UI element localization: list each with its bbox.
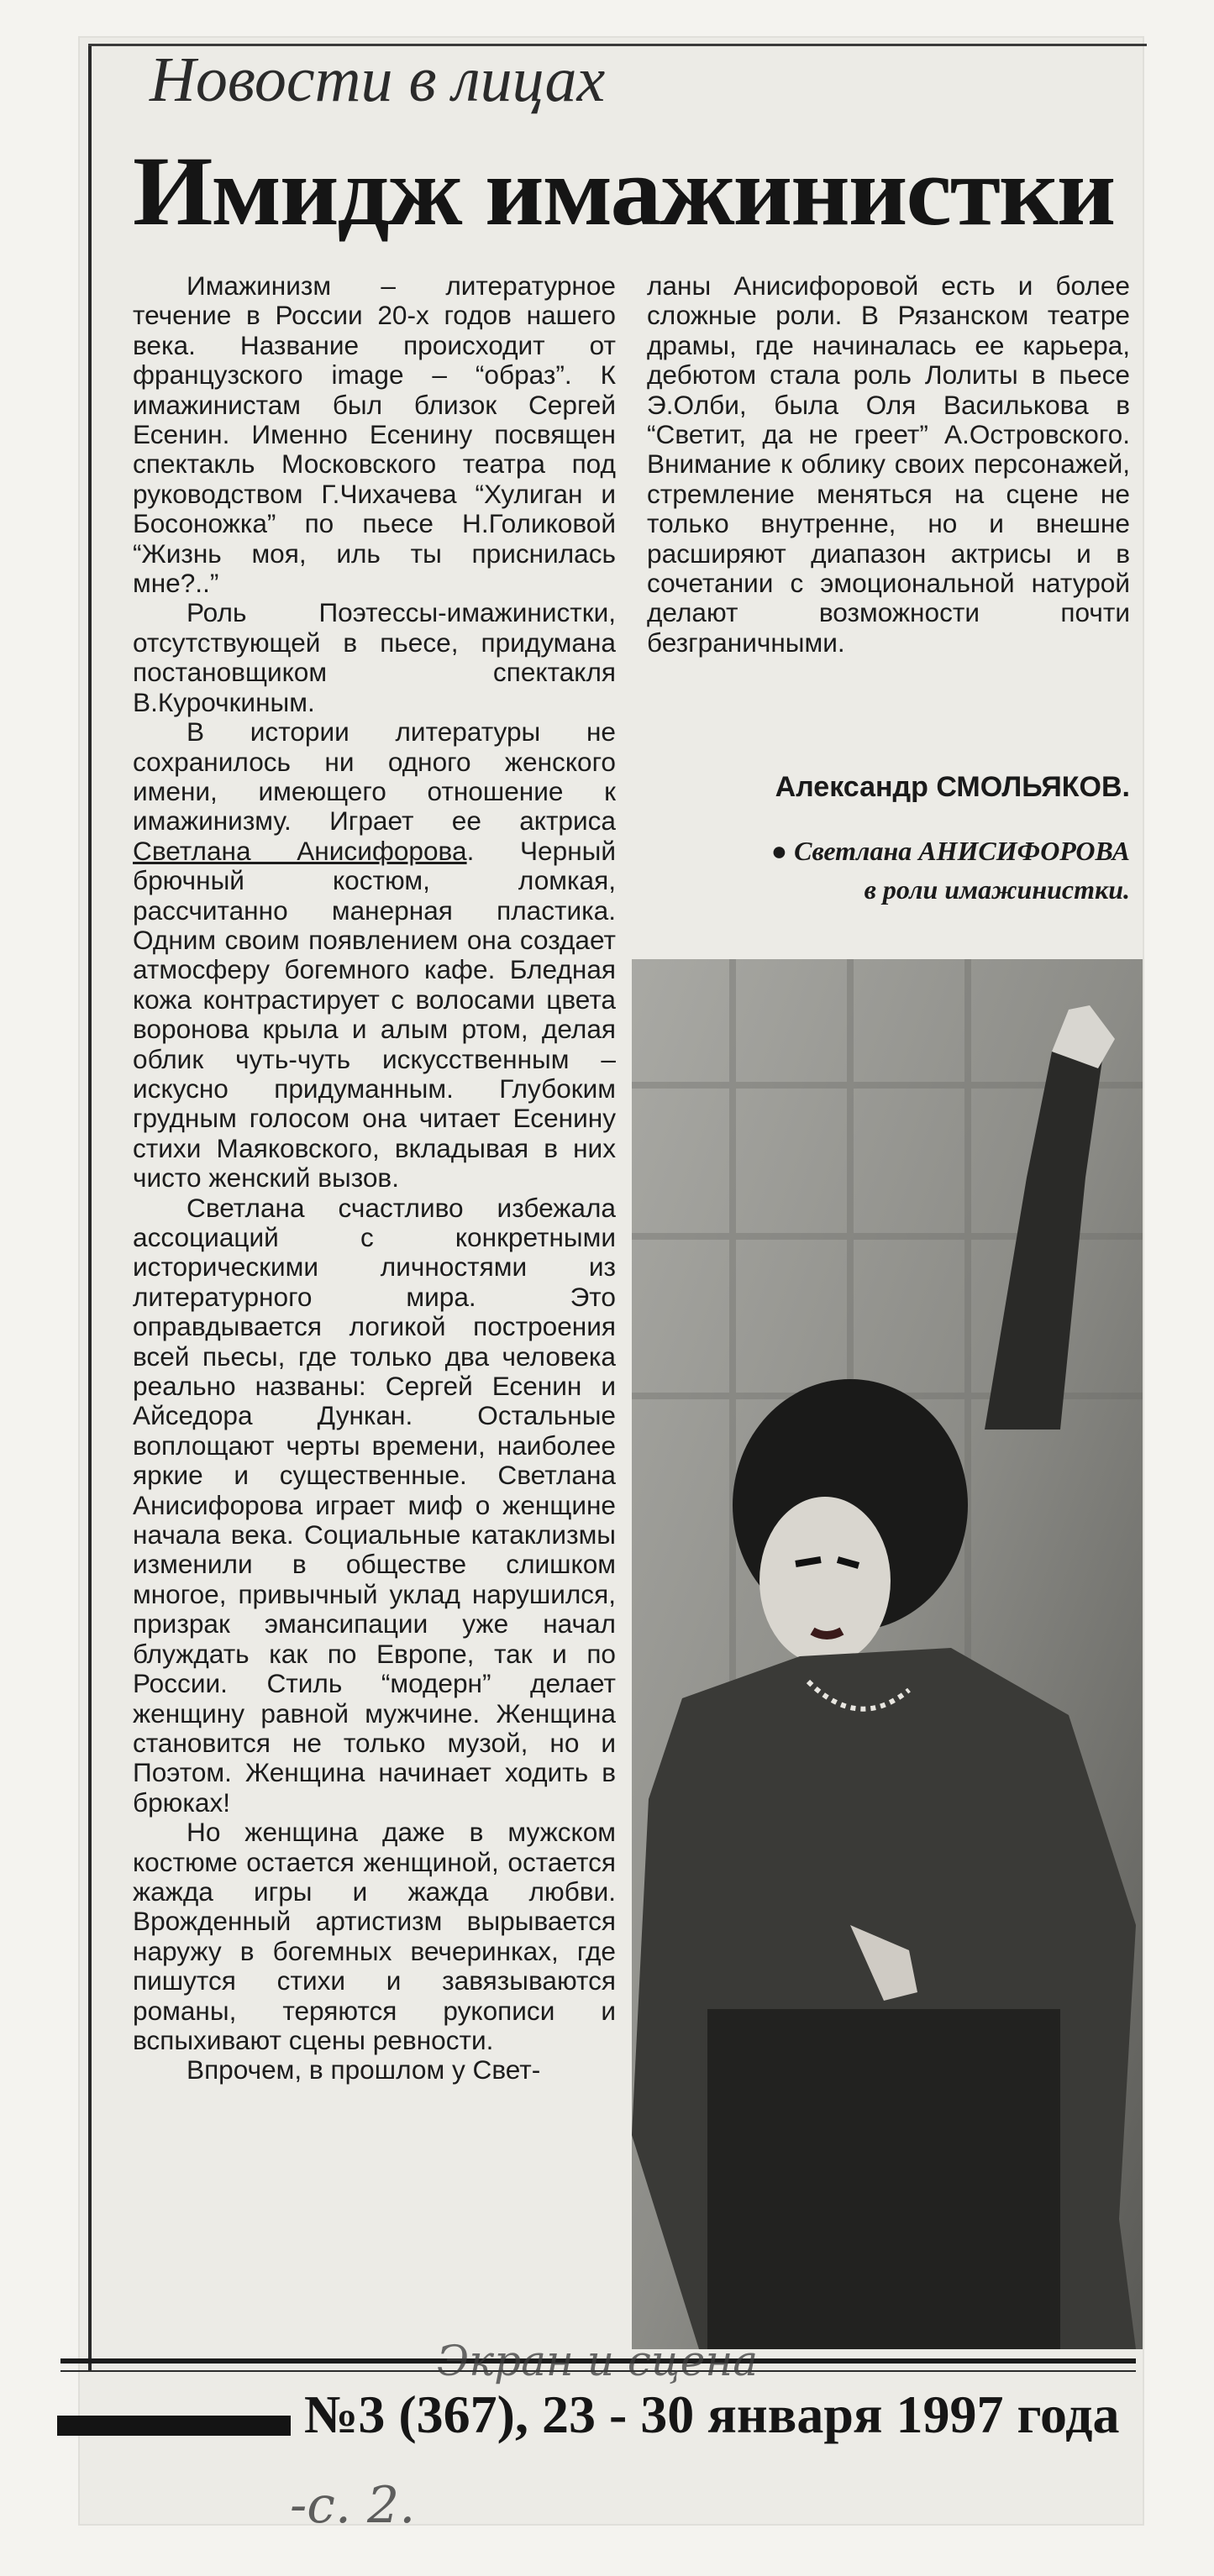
paragraph-1: Имажинизм – литературное течение в России 20-х годов нашего века. Название происходит от французского image – “образ”. К имажинистам был близок Сергей Есенин. Именно Есенину посвящен спектакль Московского театра под руководством Г.Чихачева “Хулиган и Босоножка” по пьесе Н.Голиковой “Жизнь моя, иль ты приснилась мне?..” — [133, 270, 616, 599]
handwritten-page-note: -с. 2. — [290, 2476, 416, 2535]
issue-date-line: №3 (367), 23 - 30 января 1997 года — [304, 2385, 1120, 2444]
paragraph-2: Роль Поэтессы-имажинистки, отсутствующей в пьесе, придумана постановщиком спектакля В.Курочкиным. — [133, 597, 616, 717]
paragraph-3-start: В истории литературы не сохранилось ни одного женского имени, имеющего отношение к имажинизму. Играет ее актриса — [133, 716, 616, 837]
author-byline: Александр СМОЛЬЯКОВ. — [775, 771, 1130, 803]
paragraph-6: Впрочем, в прошлом у Свет- — [187, 2054, 541, 2085]
actress-photo — [632, 959, 1143, 2349]
black-bar-decoration — [57, 2416, 291, 2436]
handwritten-source-note: Экран и сцена — [437, 2337, 759, 2385]
caption-line-2: в роли имажинистки. — [864, 874, 1130, 905]
paragraph-3-end: . Черный брючный костюм, ломкая, рассчитанно манерная пластика. Одним своим появлением она создает атмосферу богемного кафе. Бледная кожа контрастирует с волосами цвета воронова крыла и алым ртом, делая облик чуть-чуть искусственным – искусно придуманным. Глубоким грудным голосом она читает Есенину стихи Маяковского, вкладывая в них чисто женский вызов. — [133, 835, 617, 1194]
rubric-heading: Новости в лицах — [150, 45, 606, 115]
caption-name: Светлана АНИСИФОРОВА — [794, 836, 1130, 866]
frame-left-rule — [88, 44, 92, 2370]
photo-caption — [647, 832, 1130, 909]
article-column-left — [133, 271, 616, 2316]
paragraph-continuation: ланы Анисифоровой есть и более сложные роли. В Рязанском театре драмы, где начиналась ее карьера, дебютом стала роль Лолиты в пьесе Э.Олби, была Оля Василькова в “Светит, да не греет” А.Островского. Внимание к облику своих персонажей, стремление меняться на сцене не только внутренне, но и внешне расширяют диапазон актрисы и в сочетании с эмоциональной натурой делают возможности почти безграничными. — [647, 270, 1130, 658]
article-title: Имидж имажинистки — [133, 136, 1115, 246]
paragraph-5: Но женщина даже в мужском костюме остается женщиной, остается жажда игры и жажда любви. Врожденный артистизм вырывается наружу в богемных вечеринках, где пишутся стихи и завязываются романы, теряются рукописи и вспыхивают сцены ревности. — [133, 1817, 616, 2055]
actress-photo-illustration — [632, 959, 1143, 2349]
article-column-right — [647, 271, 1130, 658]
actress-name-underlined: Светлана Анисифорова — [133, 835, 467, 866]
paragraph-3 — [133, 717, 616, 1194]
paragraph-4: Светлана счастливо избежала ассоциаций с конкретными историческими личностями из литературного мира. Это оправдывается логикой построения всей пьесы, где только два человека реально названы: Сергей Есенин и Айседора Дункан. Остальные воплощают черты времени, наиболее яркие и существенные. Светлана Анисифорова играет миф о женщине начала века. Социальные катаклизмы изменили в обществе слишком многое, привычный уклад нарушился, призрак эмансипации уже начал блуждать как по Европе, так и по России. Стиль “модерн” делает женщину равной мужчине. Женщина становится не только музой, но и Поэтом. Женщина начинает ходить в брюках! — [133, 1192, 616, 1818]
caption-line-1 — [647, 832, 1130, 870]
bullet-icon: ● — [770, 836, 788, 866]
